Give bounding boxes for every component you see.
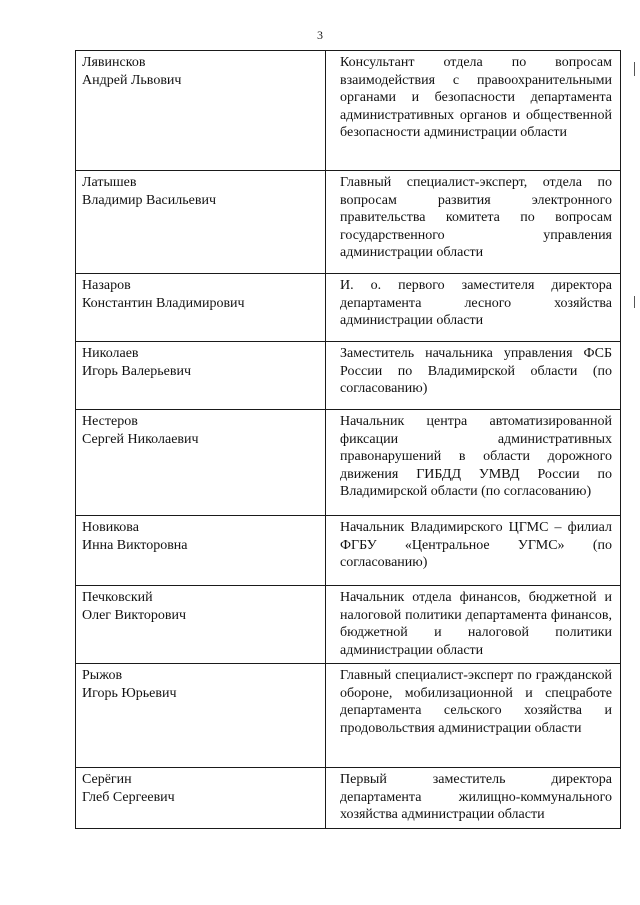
member-name-cell xyxy=(76,274,326,342)
table-row xyxy=(76,586,621,664)
table-row xyxy=(76,51,621,171)
table-row xyxy=(76,410,621,516)
member-name-cell xyxy=(76,664,326,768)
member-given-names: Игорь Валерьевич xyxy=(82,363,192,379)
member-surname: Печковский xyxy=(82,590,153,605)
member-name-cell xyxy=(76,51,326,171)
member-given-names: Сергей Николаевич xyxy=(82,431,199,447)
table-row xyxy=(76,516,621,586)
member-surname: Назаров xyxy=(82,278,131,293)
member-given-names: Глеб Сергеевич xyxy=(82,789,175,805)
member-surname: Николаев xyxy=(82,346,139,361)
member-given-names: Инна Викторовна xyxy=(82,537,188,553)
scan-mark xyxy=(634,296,635,308)
member-name-cell xyxy=(76,342,326,410)
member-given-names: Владимир Васильевич xyxy=(82,192,216,208)
member-given-names: Игорь Юрьевич xyxy=(82,685,177,701)
member-position: Главный специалист-эксперт по гражданской обороне, мобилизационной и спецработе департамента сельского хозяйства и продовольствия администрации области xyxy=(326,664,621,768)
member-surname: Серёгин xyxy=(82,772,132,787)
member-position: Начальник Владимирского ЦГМС – филиал ФГБУ «Центральное УГМС» (по согласованию) xyxy=(326,516,621,586)
member-position: Главный специалист-эксперт, отдела по вопросам развития электронного правительства комитета по вопросам государственного управления администрации области xyxy=(326,171,621,274)
member-name-cell xyxy=(76,171,326,274)
member-surname: Новикова xyxy=(82,520,139,535)
member-surname: Латышев xyxy=(82,175,137,190)
member-position: И. о. первого заместителя директора департамента лесного хозяйства администрации области xyxy=(326,274,621,342)
member-name-cell xyxy=(76,516,326,586)
member-surname: Рыжов xyxy=(82,668,123,683)
members-table xyxy=(75,50,621,829)
member-surname: Нестеров xyxy=(82,414,138,429)
page-number: 3 xyxy=(317,28,323,42)
member-position: Первый заместитель директора департамента жилищно-коммунального хозяйства администрации области xyxy=(326,768,621,829)
table-row xyxy=(76,274,621,342)
member-name-cell xyxy=(76,586,326,664)
member-name-cell xyxy=(76,768,326,829)
member-name-cell xyxy=(76,410,326,516)
member-given-names: Андрей Львович xyxy=(82,72,182,88)
member-surname: Лявинсков xyxy=(82,55,146,70)
table-row xyxy=(76,171,621,274)
member-position: Начальник отдела финансов, бюджетной и налоговой политики департамента финансов, бюджетной и налоговой политики администрации области xyxy=(326,586,621,664)
table-row xyxy=(76,664,621,768)
table-row xyxy=(76,768,621,829)
scan-mark xyxy=(634,62,635,76)
member-position: Консультант отдела по вопросам взаимодействия с правоохранительными органами и безопасности департамента административных органов и общественной безопасности администрации области xyxy=(326,51,621,171)
member-position: Начальник центра автоматизированной фиксации административных правонарушений в области дорожного движения ГИБДД УМВД России по Владимирской области (по согласованию) xyxy=(326,410,621,516)
table-row xyxy=(76,342,621,410)
member-given-names: Константин Владимирович xyxy=(82,295,245,311)
member-position: Заместитель начальника управления ФСБ России по Владимирской области (по согласованию) xyxy=(326,342,621,410)
member-given-names: Олег Викторович xyxy=(82,607,187,623)
